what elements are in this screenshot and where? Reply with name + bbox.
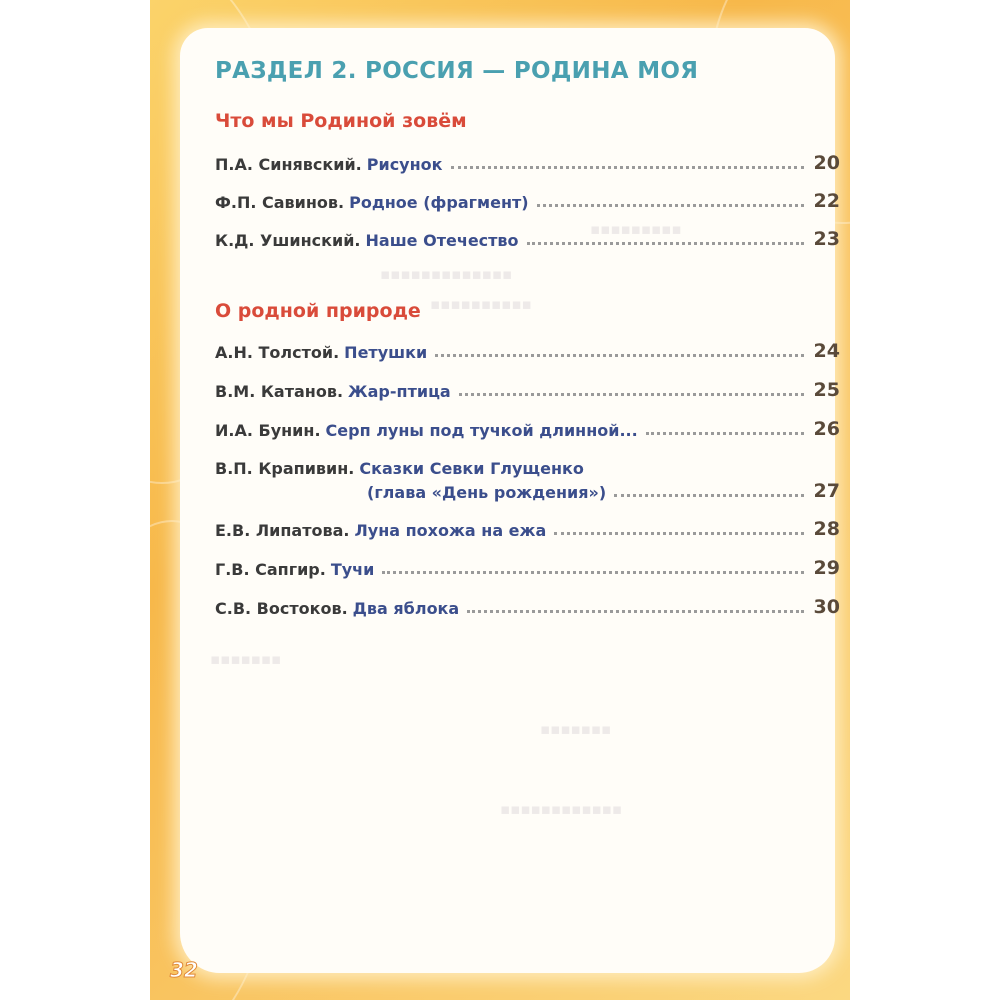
leader-dots bbox=[527, 242, 804, 245]
entry-page: 22 bbox=[813, 190, 840, 212]
entry-work-continuation: (глава «День рождения») bbox=[367, 483, 607, 502]
bleed-through: ▪▪▪▪▪▪▪▪▪▪▪▪▪ bbox=[380, 265, 513, 283]
leader-dots bbox=[554, 532, 804, 535]
entry-page: 24 bbox=[813, 340, 840, 362]
toc-entry[interactable] bbox=[215, 514, 840, 540]
leader-dots bbox=[459, 393, 804, 396]
entry-author: И.А. Бунин. bbox=[215, 421, 321, 440]
entry-work: Тучи bbox=[330, 560, 375, 579]
entry-author: К.Д. Ушинский. bbox=[215, 231, 361, 250]
entry-author: Ф.П. Савинов. bbox=[215, 193, 345, 212]
leader-dots bbox=[614, 494, 804, 497]
bleed-through: ▪▪▪▪▪▪▪ bbox=[540, 720, 612, 738]
entry-work: Луна похожа на ежа bbox=[354, 521, 547, 540]
entry-author: Е.В. Липатова. bbox=[215, 521, 350, 540]
bleed-through: ▪▪▪▪▪▪▪▪▪▪ bbox=[430, 295, 532, 313]
entry-page: 26 bbox=[813, 418, 840, 440]
section-title: РАЗДЕЛ 2. РОССИЯ — РОДИНА МОЯ bbox=[215, 58, 699, 84]
entry-work: Жар-птица bbox=[348, 382, 451, 401]
toc-entry-continuation[interactable] bbox=[367, 476, 840, 502]
leader-dots bbox=[537, 204, 804, 207]
entry-work: Родное (фрагмент) bbox=[349, 193, 529, 212]
leader-dots bbox=[467, 610, 804, 613]
entry-author: В.М. Катанов. bbox=[215, 382, 344, 401]
bleed-through: ▪▪▪▪▪▪▪▪▪▪▪▪ bbox=[500, 800, 622, 818]
entry-page: 25 bbox=[813, 379, 840, 401]
bleed-through: ▪▪▪▪▪▪▪ bbox=[210, 650, 282, 668]
toc-entry[interactable] bbox=[215, 592, 840, 618]
toc-entry[interactable] bbox=[215, 186, 840, 212]
group-title: Что мы Родиной зовём bbox=[215, 110, 467, 132]
entry-page: 20 bbox=[813, 152, 840, 174]
toc-entry[interactable] bbox=[215, 148, 840, 174]
entry-work: Два яблока bbox=[352, 599, 460, 618]
leader-dots bbox=[435, 354, 804, 357]
entry-page: 29 bbox=[813, 557, 840, 579]
entry-page: 23 bbox=[813, 228, 840, 250]
toc-entry[interactable] bbox=[215, 375, 840, 401]
toc-entry[interactable] bbox=[215, 224, 840, 250]
toc-entry[interactable] bbox=[215, 553, 840, 579]
toc-entry[interactable] bbox=[215, 336, 840, 362]
leader-dots bbox=[382, 571, 804, 574]
entry-work: Петушки bbox=[344, 343, 428, 362]
leader-dots bbox=[646, 432, 804, 435]
entry-work: Серп луны под тучкой длинной... bbox=[325, 421, 638, 440]
entry-author: А.Н. Толстой. bbox=[215, 343, 340, 362]
entry-work: Наше Отечество bbox=[365, 231, 519, 250]
entry-page: 28 bbox=[813, 518, 840, 540]
page-number: 32 bbox=[170, 958, 198, 982]
entry-author: П.А. Синявский. bbox=[215, 155, 362, 174]
entry-work: Сказки Севки Глущенко bbox=[359, 459, 584, 478]
entry-page: 27 bbox=[813, 480, 840, 502]
bleed-through: ▪▪▪▪▪▪▪▪▪ bbox=[590, 220, 682, 238]
toc-entry[interactable] bbox=[215, 414, 840, 440]
group-title: О родной природе bbox=[215, 300, 421, 322]
entry-author: Г.В. Сапгир. bbox=[215, 560, 326, 579]
leader-dots bbox=[451, 166, 804, 169]
entry-page: 30 bbox=[813, 596, 840, 618]
toc-entry[interactable] bbox=[215, 452, 840, 478]
entry-work: Рисунок bbox=[366, 155, 443, 174]
entry-author: С.В. Востоков. bbox=[215, 599, 348, 618]
entry-author: В.П. Крапивин. bbox=[215, 459, 355, 478]
